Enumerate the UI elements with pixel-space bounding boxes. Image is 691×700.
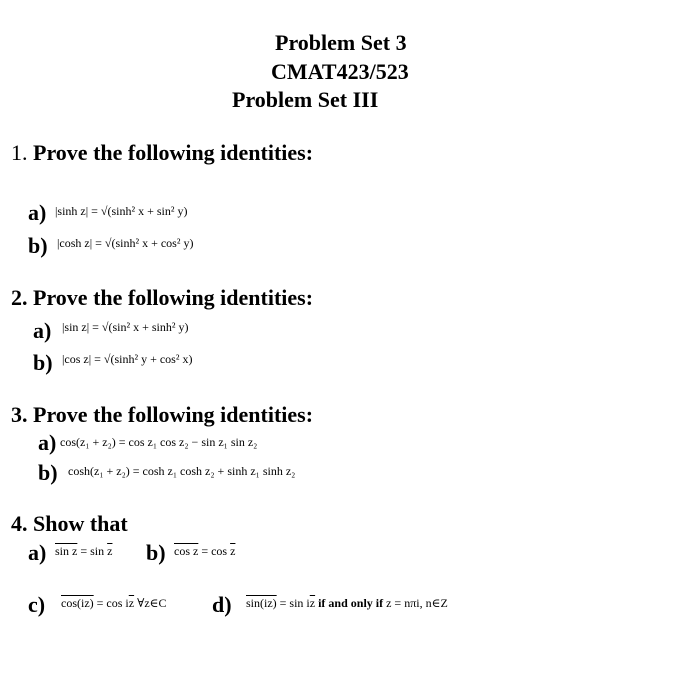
problem-4b-eq: = cos — [198, 544, 231, 558]
problem-2b-label: b) — [33, 350, 53, 375]
problem-1a-label: a) — [28, 200, 47, 225]
problem-4-heading: 4. Show that — [11, 511, 128, 536]
problem-1-number: 1. — [11, 140, 28, 165]
problem-4a-rhs: $\overline{z}$ — [107, 544, 113, 558]
problem-3b-label: b) — [38, 460, 58, 485]
problem-4b-label: b) — [146, 540, 166, 565]
problem-1a-formula: |sinh z| = √(sinh² x + sin² y) — [55, 204, 188, 218]
problem-4d-condition: z = nπi, n∈Z — [386, 596, 448, 610]
problem-4b-formula — [174, 544, 235, 559]
problem-4c-rhs: $\overline{z}$ — [128, 596, 135, 610]
problem-4c-formula — [61, 596, 167, 611]
problem-4d-lhs: sin(iz) — [246, 596, 277, 610]
problem-4a-eq: = sin — [77, 544, 108, 558]
problem-2b-formula: |cos z| = √(sinh² y + cos² x) — [62, 352, 193, 366]
problem-4c-tail: ∀z∈C — [134, 596, 167, 610]
problem-4d-eq: = sin i — [276, 596, 310, 610]
problem-4c-lhs: cos(iz) — [61, 596, 94, 610]
problem-3-heading: 3. Prove the following identities: — [11, 402, 314, 427]
problem-4a-formula — [55, 544, 112, 559]
problem-1-heading-text: Prove the following identities: — [33, 140, 314, 165]
title-line-2: CMAT423/523 — [271, 59, 409, 84]
problem-3a-formula: cos(z₁ + z₂) = cos z₁ cos z₂ − sin z₁ sin z₂ — [60, 435, 258, 449]
problem-4d-condition-text: if and only if — [315, 596, 387, 610]
problem-4d-rhs: $\overline{z}$ — [309, 596, 316, 610]
problem-4c-label: c) — [28, 592, 46, 617]
problem-4a-lhs: sin z — [55, 544, 78, 558]
problem-4b-lhs: cos z — [174, 544, 199, 558]
problem-2-heading: 2. Prove the following identities: — [11, 285, 314, 310]
problem-1b-label: b) — [28, 233, 48, 258]
problem-3b-formula: cosh(z₁ + z₂) = cosh z₁ cosh z₂ + sinh z₁ sinh z₂ — [68, 464, 296, 478]
problem-4d-formula — [246, 596, 448, 611]
problem-4b-rhs: $\overline{z}$ — [230, 544, 236, 558]
problem-1-heading — [11, 140, 313, 166]
title-line-3: Problem Set III — [232, 87, 379, 112]
problem-4a-label: a) — [28, 540, 47, 565]
problem-4d-label: d) — [212, 592, 232, 617]
problem-2a-formula: |sin z| = √(sin² x + sinh² y) — [62, 320, 189, 334]
problem-1b-formula: |cosh z| = √(sinh² x + cos² y) — [57, 236, 194, 250]
problem-4c-eq: = cos i — [93, 596, 129, 610]
title-line-1: Problem Set 3 — [275, 30, 407, 55]
problem-2a-label: a) — [33, 318, 52, 343]
problem-3a-label: a) — [38, 430, 57, 455]
